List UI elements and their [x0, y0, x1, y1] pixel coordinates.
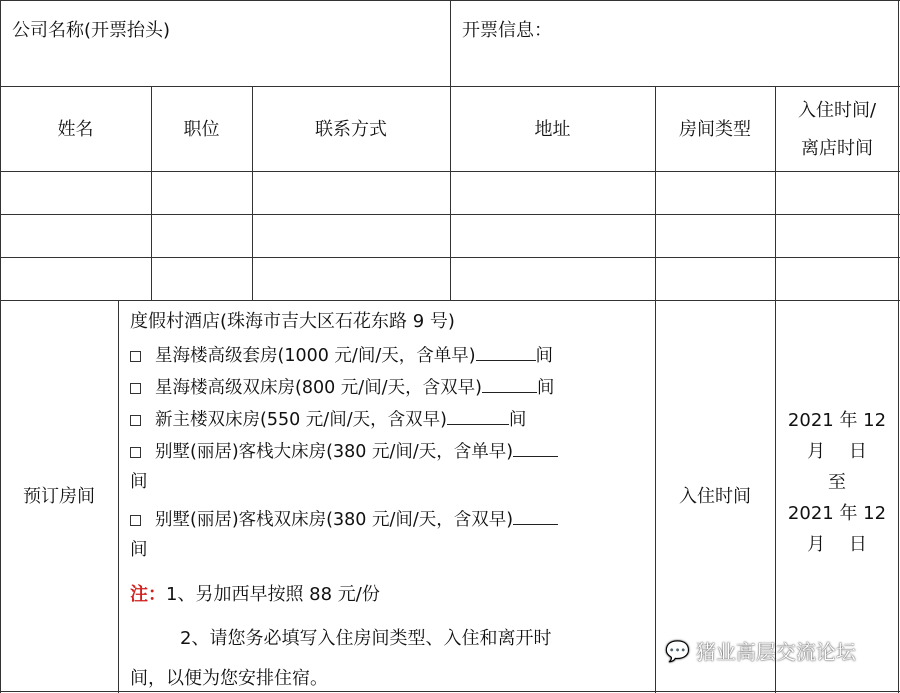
checkin-label: 入住时间 — [679, 486, 751, 507]
note: 注：1、另加西早按照 88 元/份 — [130, 584, 380, 605]
header-position: 职位 — [183, 118, 220, 140]
checkbox[interactable] — [130, 383, 141, 394]
room-option[interactable]: 星海楼高级双床房(800 元/间/天，含双早) 间 — [130, 374, 554, 399]
note-2-cont: 间，以便为您安排住宿。 — [130, 668, 328, 689]
header-name: 姓名 — [57, 118, 94, 140]
checkbox[interactable] — [130, 447, 141, 458]
header-contact: 联系方式 — [315, 118, 387, 140]
hotel-name: 度假村酒店(珠海市吉大区石花东路 9 号) — [130, 311, 455, 332]
header-checkin: 入住时间/ — [797, 99, 877, 121]
wechat-icon: 💬 — [665, 638, 690, 663]
room-option[interactable]: 别墅(丽居)客栈双床房(380 元/间/天，含双早) 间 — [130, 506, 558, 569]
invoice-info-label: 开票信息： — [462, 20, 552, 41]
company-name-label: 公司名称(开票抬头) — [12, 20, 171, 41]
checkbox[interactable] — [130, 515, 141, 526]
room-option[interactable]: 新主楼双床房(550 元/间/天，含双早) 间 — [130, 406, 526, 431]
checkbox[interactable] — [130, 351, 141, 362]
note-2: 2、请您务必填写入住房间类型、入住和离开时 — [180, 628, 552, 649]
room-option[interactable]: 星海楼高级套房(1000 元/间/天，含单早) 间 — [130, 342, 553, 367]
watermark: 💬 猪业高层交流论坛 — [665, 638, 856, 664]
header-checkout: 离店时间 — [801, 137, 873, 159]
checkbox[interactable] — [130, 415, 141, 426]
room-option[interactable]: 别墅(丽居)客栈大床房(380 元/间/天，含单早) 间 — [130, 438, 558, 501]
booking-label: 预订房间 — [23, 486, 95, 507]
header-room-type: 房间类型 — [679, 118, 751, 140]
header-dates — [775, 87, 899, 172]
date-range: 2021 年 12 月 日 至 2021 年 12 月 日 — [787, 410, 887, 555]
header-address: 地址 — [534, 118, 571, 140]
